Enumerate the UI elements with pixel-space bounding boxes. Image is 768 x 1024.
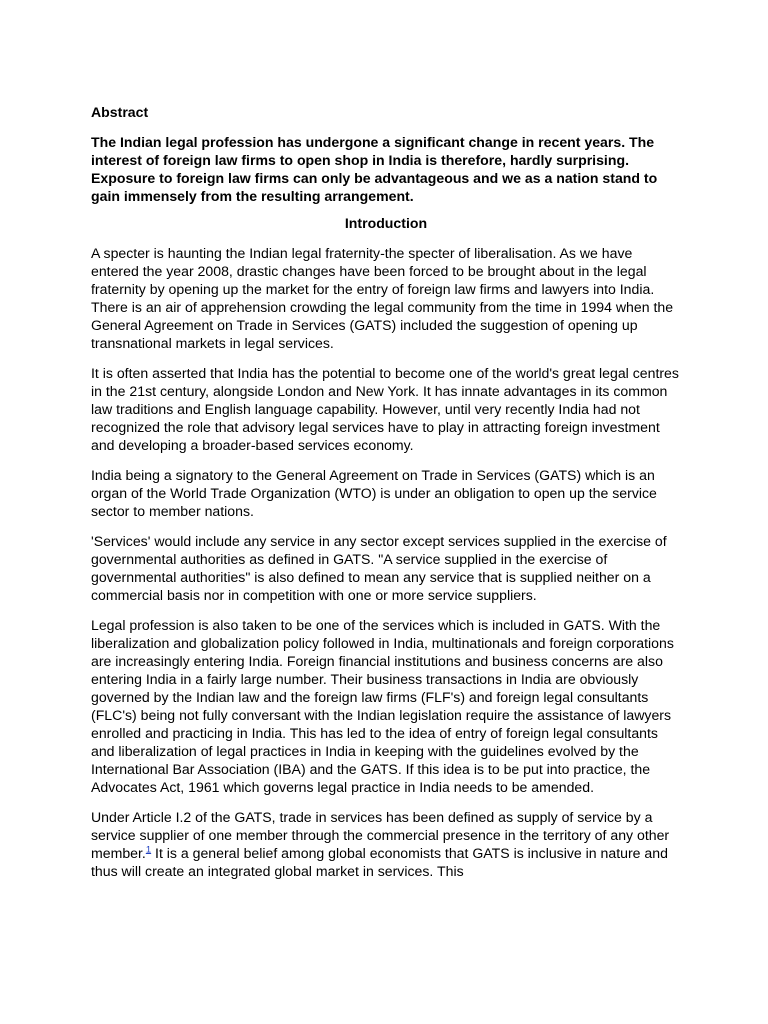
- article-i2-text-before: Under Article I.2 of the GATS, trade in services has been defined as supply of service by a service supplier of one member through the commercial presence in the territory of any other member.: [91, 809, 670, 861]
- abstract-heading: Abstract: [91, 104, 149, 120]
- introduction-heading: Introduction: [344, 215, 428, 231]
- paragraph-legal-centres: It is often asserted that India has the potential to become one of the world's great legal centres in the 21st century, alongside London and New York. It has innate advantages in its common law traditions and English language capability. However, until very recently India had not recognized the role that advisory legal services have to play in attracting foreign investment and developing a broader-based services economy.: [91, 365, 679, 453]
- paragraph-liberalisation: A specter is haunting the Indian legal fraternity-the specter of liberalisation. As we have entered the year 2008, drastic changes have been forced to be brought about in the legal fraternity by opening up the market for the entry of foreign law firms and lawyers into India. There is an air of apprehension crowding the legal community from the time in 1994 when the General Agreement on Trade in Services (GATS) included the suggestion of opening up transnational markets in legal services.: [91, 245, 674, 351]
- article-i2-text-after: It is a general belief among global economists that GATS is inclusive in nature and thus will create an integrated global market in services. This: [91, 845, 668, 879]
- document-page: [91, 103, 681, 892]
- abstract-text: The Indian legal profession has undergone a significant change in recent years. The interest of foreign law firms to open shop in India is therefore, hardly surprising. Exposure to foreign law firms can only be advantageous and we as a nation stand to gain immensely from the resulting arrangement.: [91, 134, 658, 204]
- paragraph-services-definition: 'Services' would include any service in any sector except services supplied in the exercise of governmental authorities as defined in GATS. "A service supplied in the exercise of governmental authorities" is also defined to mean any service that is supplied neither on a commercial basis nor in competition with one or more service suppliers.: [91, 533, 667, 603]
- paragraph-legal-profession: Legal profession is also taken to be one of the services which is included in GATS. With the liberalization and globalization policy followed in India, multinationals and foreign corporations are increasingly entering India. Foreign financial institutions and business concerns are also entering India in a fairly large number. Their business transactions in India are obviously governed by the Indian law and the foreign law firms (FLF's) and foreign legal consultants (FLC's) being not fully conversant with the Indian legislation require the assistance of lawyers enrolled and practicing in India. This has led to the idea of entry of foreign legal consultants and liberalization of legal practices in India in keeping with the guidelines evolved by the International Bar Association (IBA) and the GATS. If this idea is to be put into practice, the Advocates Act, 1961 which governs legal practice in India needs to be amended.: [91, 617, 674, 795]
- paragraph-gats-signatory: India being a signatory to the General Agreement on Trade in Services (GATS) which is an organ of the World Trade Organization (WTO) is under an obligation to open up the service sector to member nations.: [91, 467, 657, 519]
- paragraph-article-i2: [91, 808, 681, 880]
- footnote-1-link[interactable]: 1: [145, 844, 152, 856]
